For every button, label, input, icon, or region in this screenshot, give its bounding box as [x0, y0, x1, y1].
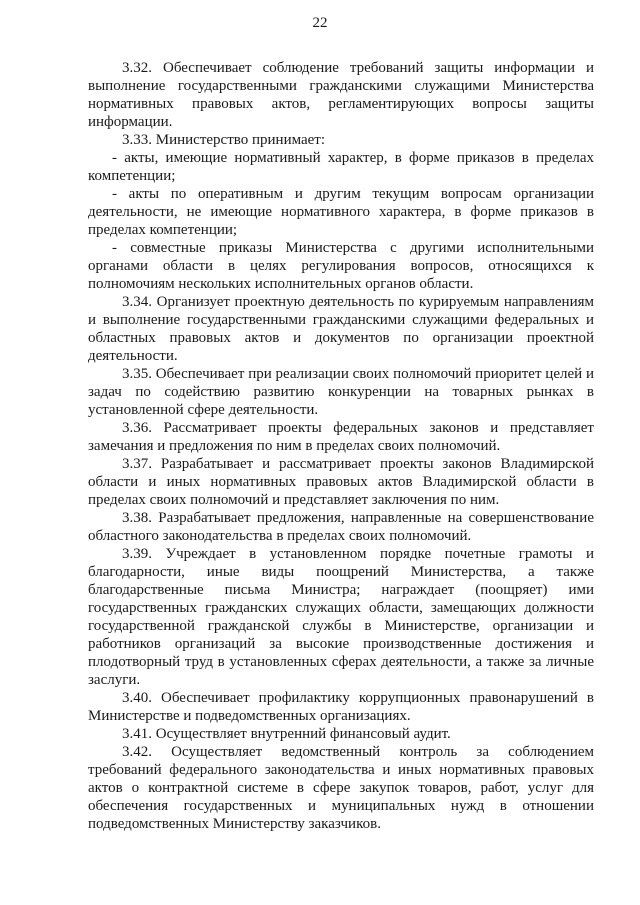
paragraph-3-35: 3.35. Обеспечивает при реализации своих полномочий приоритет целей и задач по содействию развитию конкуренции на товарных рынках в установленной сфере деятельности.: [88, 366, 594, 418]
paragraph-3-36: 3.36. Рассматривает проекты федеральных законов и представляет замечания и предложения по ним в пределах своих полномочий.: [88, 420, 594, 454]
paragraph-3-39: 3.39. Учреждает в установленном порядке почетные грамоты и благодарности, иные виды поощрений Министерства, а также благодарственные письма Министра; награждает (поощряет) ими государственных гражданских служащих области, замещающих должности государственной гражданской службы в Министерстве, организации и работников организаций за высокие производственные достижения и плодотворный труд в установленных сферах деятельности, а также за личные заслуги.: [88, 546, 594, 688]
list-item: - акты по оперативным и другим текущим вопросам организации деятельности, не имеющие нормативного характера, в форме приказов в пределах компетенции;: [88, 186, 594, 238]
paragraph-3-41: 3.41. Осуществляет внутренний финансовый аудит.: [122, 726, 451, 742]
list-item: - акты, имеющие нормативный характер, в форме приказов в пределах компетенции;: [88, 150, 594, 184]
paragraph-3-40: 3.40. Обеспечивает профилактику коррупционных правонарушений в Министерстве и подведомственных организациях.: [88, 690, 594, 724]
paragraph-3-34: 3.34. Организует проектную деятельность по курируемым направлениям и выполнение государственными гражданскими служащими федеральных и областных правовых актов и документов по организации проектной деятельности.: [88, 294, 594, 364]
document-body: [88, 59, 594, 833]
list-item: - совместные приказы Министерства с другими исполнительными органами области в целях регулирования вопросов, относящихся к полномочиям нескольких исполнительных органов области.: [88, 240, 594, 292]
page-number: 22: [312, 15, 328, 31]
paragraph-3-42: 3.42. Осуществляет ведомственный контроль за соблюдением требований федерального законодательства и иных нормативных правовых актов о контрактной системе в сфере закупок товаров, работ, услуг для обеспечения государственных и муниципальных нужд в отношении подведомственных Министерству заказчиков.: [88, 744, 594, 832]
paragraph-3-37: 3.37. Разрабатывает и рассматривает проекты законов Владимирской области и иных нормативных правовых актов Владимирской области в пределах своих полномочий и представляет заключения по ним.: [88, 456, 594, 508]
paragraph-3-38: 3.38. Разрабатывает предложения, направленные на совершенствование областного законодательства в пределах своих полномочий.: [88, 510, 594, 544]
paragraph-3-32: 3.32. Обеспечивает соблюдение требований защиты информации и выполнение государственными гражданскими служащими Министерства нормативных правовых актов, регламентирующих вопросы защиты информации.: [88, 60, 594, 130]
paragraph-3-33: 3.33. Министерство принимает:: [122, 132, 326, 148]
